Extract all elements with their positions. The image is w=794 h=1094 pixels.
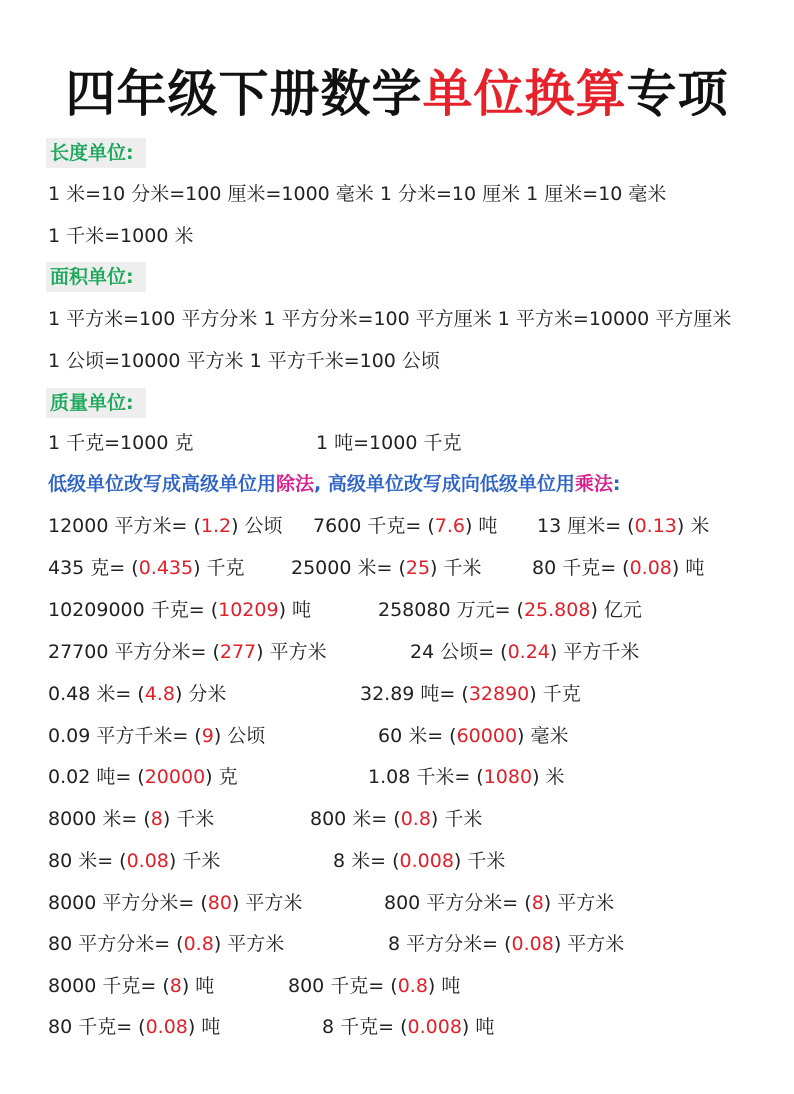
exercise-item: 800 千克= (0.8) 吨 (288, 975, 461, 997)
exercise-item: 8 米= (0.008) 千米 (333, 850, 506, 872)
answer-value: 32890 (468, 683, 530, 705)
answer-value: 0.08 (126, 850, 169, 872)
rule-multiplication: 乘法 (574, 473, 613, 495)
exercise-item: 8 平方分米= (0.08) 平方米 (388, 933, 625, 955)
answer-value: 9 (201, 725, 214, 747)
area-line-1: 1 平方米=100 平方分米 1 平方分米=100 平方厘米 1 平方米=10000 平方厘米 (48, 308, 732, 330)
conversion-rule (48, 470, 621, 498)
section-heading-mass: 质量单位: (46, 388, 146, 418)
exercise-item: 800 米= (0.8) 千米 (310, 808, 483, 830)
exercise-item: 80 千克= (0.08) 吨 (48, 1016, 221, 1038)
answer-value: 0.08 (511, 933, 554, 955)
answer-value: 277 (219, 641, 257, 663)
answer-value: 0.24 (507, 641, 550, 663)
title-highlight: 单位换算 (422, 65, 627, 123)
length-line-1: 1 米=10 分米=100 厘米=1000 毫米 1 分米=10 厘米 1 厘米=10 毫米 (48, 183, 667, 205)
exercise-item: 27700 平方分米= (277) 平方米 (48, 641, 327, 663)
exercise-item: 8000 米= (8) 千米 (48, 808, 215, 830)
section-heading-area: 面积单位: (46, 262, 146, 292)
answer-value: 25 (405, 557, 431, 579)
mass-line-1a: 1 千克=1000 克 (48, 432, 194, 454)
exercise-item: 8000 平方分米= (80) 平方米 (48, 892, 303, 914)
answer-value: 1080 (483, 766, 533, 788)
length-line-2: 1 千米=1000 米 (48, 225, 194, 247)
exercise-item: 12000 平方米= (1.2) 公顷 (48, 515, 283, 537)
area-line-2: 1 公顷=10000 平方米 1 平方千米=100 公顷 (48, 350, 440, 372)
exercise-item: 0.02 吨= (20000) 克 (48, 766, 238, 788)
answer-value: 0.008 (399, 850, 454, 872)
answer-value: 0.8 (183, 933, 214, 955)
answer-value: 20000 (144, 766, 206, 788)
answer-value: 0.08 (629, 557, 672, 579)
exercise-item: 0.48 米= (4.8) 分米 (48, 683, 227, 705)
section-heading-length: 长度单位: (46, 138, 146, 168)
answer-value: 0.435 (138, 557, 194, 579)
exercise-item: 8000 千克= (8) 吨 (48, 975, 215, 997)
answer-value: 0.13 (634, 515, 677, 537)
exercise-item: 1.08 千米= (1080) 米 (368, 766, 565, 788)
page-title (0, 62, 794, 126)
exercise-item: 7600 千克= (7.6) 吨 (313, 515, 498, 537)
exercise-item: 80 米= (0.08) 千米 (48, 850, 221, 872)
answer-value: 8 (169, 975, 182, 997)
answer-value: 7.6 (434, 515, 465, 537)
exercise-item: 800 平方分米= (8) 平方米 (384, 892, 615, 914)
rule-text-1: 低级单位改写成高级单位用 (48, 473, 277, 495)
answer-value: 0.008 (407, 1016, 462, 1038)
title-part-1: 四年级下册数学 (65, 65, 423, 123)
exercise-item: 24 公顷= (0.24) 平方千米 (410, 641, 640, 663)
answer-value: 25.808 (523, 599, 591, 621)
exercise-item: 80 平方分米= (0.8) 平方米 (48, 933, 285, 955)
rule-text-2: , 高级单位改写成向低级单位用 (314, 473, 575, 495)
exercise-item: 60 米= (60000) 毫米 (378, 725, 569, 747)
answer-value: 4.8 (144, 683, 175, 705)
answer-value: 10209 (218, 599, 279, 621)
title-part-3: 专项 (626, 65, 729, 123)
exercise-item: 25000 米= (25) 千米 (291, 557, 482, 579)
exercise-item: 8 千克= (0.008) 吨 (322, 1016, 495, 1038)
rule-text-3: : (612, 473, 621, 495)
answer-value: 80 (207, 892, 232, 914)
rule-division: 除法 (276, 473, 315, 495)
exercise-item: 32.89 吨= (32890) 千克 (360, 683, 581, 705)
answer-value: 8 (150, 808, 163, 830)
exercise-item: 258080 万元= (25.808) 亿元 (378, 599, 642, 621)
exercise-item: 13 厘米= (0.13) 米 (537, 515, 710, 537)
mass-line-1b: 1 吨=1000 千克 (316, 432, 462, 454)
answer-value: 1.2 (200, 515, 232, 537)
answer-value: 60000 (456, 725, 518, 747)
exercise-item: 10209000 千克= (10209) 吨 (48, 599, 312, 621)
exercise-item: 435 克= (0.435) 千克 (48, 557, 245, 579)
answer-value: 0.08 (145, 1016, 188, 1038)
exercise-item: 0.09 平方千米= (9) 公顷 (48, 725, 266, 747)
answer-value: 0.8 (400, 808, 431, 830)
answer-value: 0.8 (397, 975, 428, 997)
exercise-item: 80 千克= (0.08) 吨 (532, 557, 705, 579)
answer-value: 8 (531, 892, 544, 914)
